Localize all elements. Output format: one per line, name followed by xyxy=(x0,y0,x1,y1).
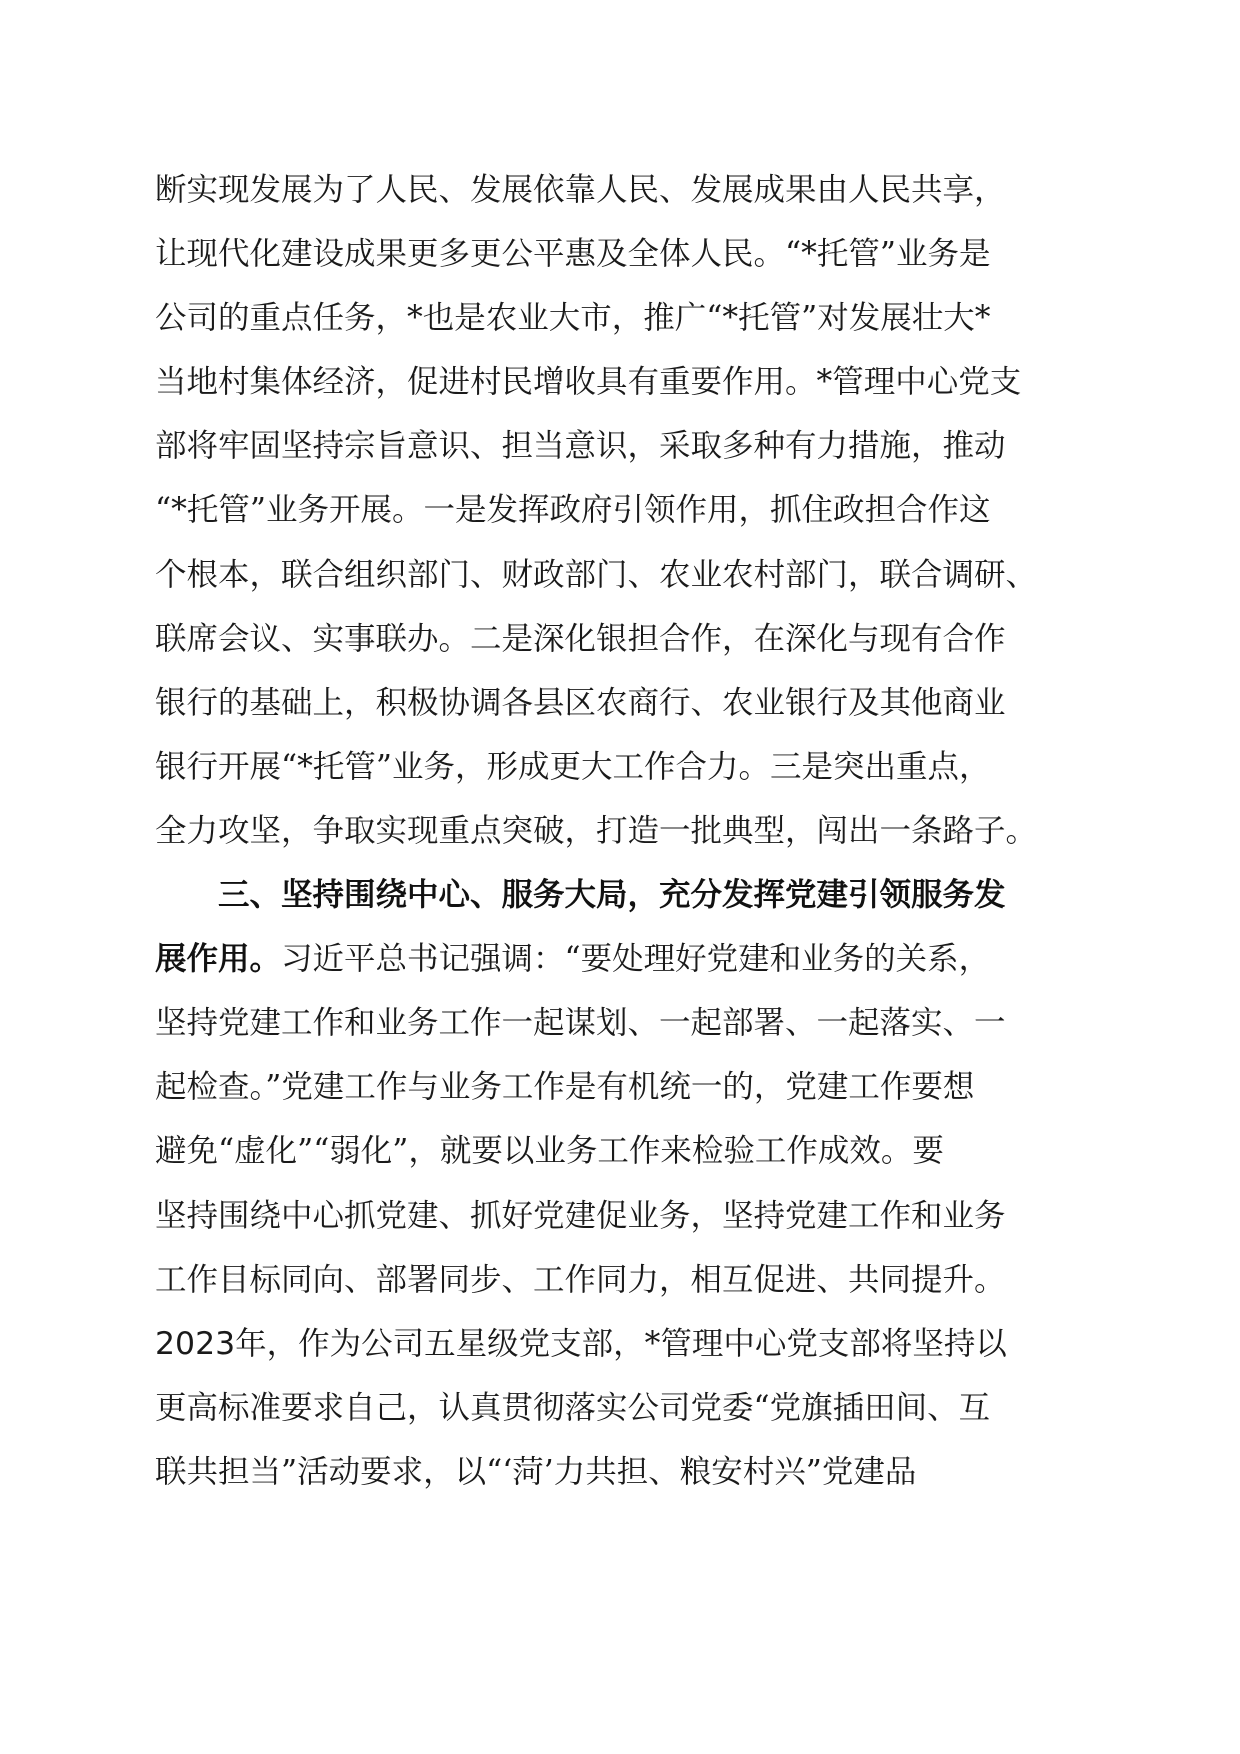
text-line: 当地村集体经济，促进村民增收具有重要作用。*管理中心党支 xyxy=(155,364,1022,401)
text-line: 更高标准要求自己，认真贯彻落实公司党委“党旗插田间、互 xyxy=(155,1389,991,1426)
section-heading: 三、坚持围绕中心、服务大局，充分发挥党建引领服务发 xyxy=(218,877,1006,914)
text-line: 个根本，联合组织部门、财政部门、农业农村部门，联合调研、 xyxy=(155,556,1038,593)
text-line: 工作目标同向、部署同步、工作同力，相互促进、共同提升。 xyxy=(155,1261,1006,1298)
text-line: 公司的重点任务，*也是农业大市，推广“*托管”对发展壮大* xyxy=(155,300,991,337)
quote-intro: 习近平总书记强调：“要处理好党建和业务的关系， xyxy=(281,941,991,978)
text-line: 坚持党建工作和业务工作一起谋划、一起部署、一起落实、一 xyxy=(155,1005,1006,1042)
text-line: 起检查。”党建工作与业务工作是有机统一的，党建工作要想 xyxy=(155,1069,975,1106)
text-line: 部将牢固坚持宗旨意识、担当意识，采取多种有力措施，推动 xyxy=(155,428,1006,465)
year-line-text: 年，作为公司五星级党支部，*管理中心党支部将坚持以 xyxy=(235,1325,1007,1362)
text-line: 联席会议、实事联办。二是深化银担合作，在深化与现有合作 xyxy=(155,620,1006,657)
year-number: 2023 xyxy=(155,1325,236,1362)
text-line: “*托管”业务开展。一是发挥政府引领作用，抓住政担合作这 xyxy=(155,492,991,529)
text-line: 让现代化建设成果更多更公平惠及全体人民。“*托管”业务是 xyxy=(155,236,991,273)
text-line xyxy=(155,1312,1085,1376)
text-line: 全力攻坚，争取实现重点突破，打造一批典型，闯出一条路子。 xyxy=(155,812,1038,849)
text-line: 联共担当”活动要求，以“‘菏’力共担、粮安村兴”党建品 xyxy=(155,1453,917,1490)
text-line: 银行开展“*托管”业务，形成更大工作合力。三是突出重点， xyxy=(155,748,991,785)
text-line xyxy=(155,927,1085,991)
text-line: 银行的基础上，积极协调各县区农商行、农业银行及其他商业 xyxy=(155,684,1006,721)
body-text xyxy=(155,158,1085,1504)
text-line: 断实现发展为了人民、发展依靠人民、发展成果由人民共享， xyxy=(155,172,1006,208)
text-line: 避免“虚化”“弱化”，就要以业务工作来检验工作成效。要 xyxy=(155,1133,944,1170)
text-line: 坚持围绕中心抓党建、抓好党建促业务，坚持党建工作和业务 xyxy=(155,1197,1006,1234)
section-heading-continued: 展作用。 xyxy=(155,941,282,978)
